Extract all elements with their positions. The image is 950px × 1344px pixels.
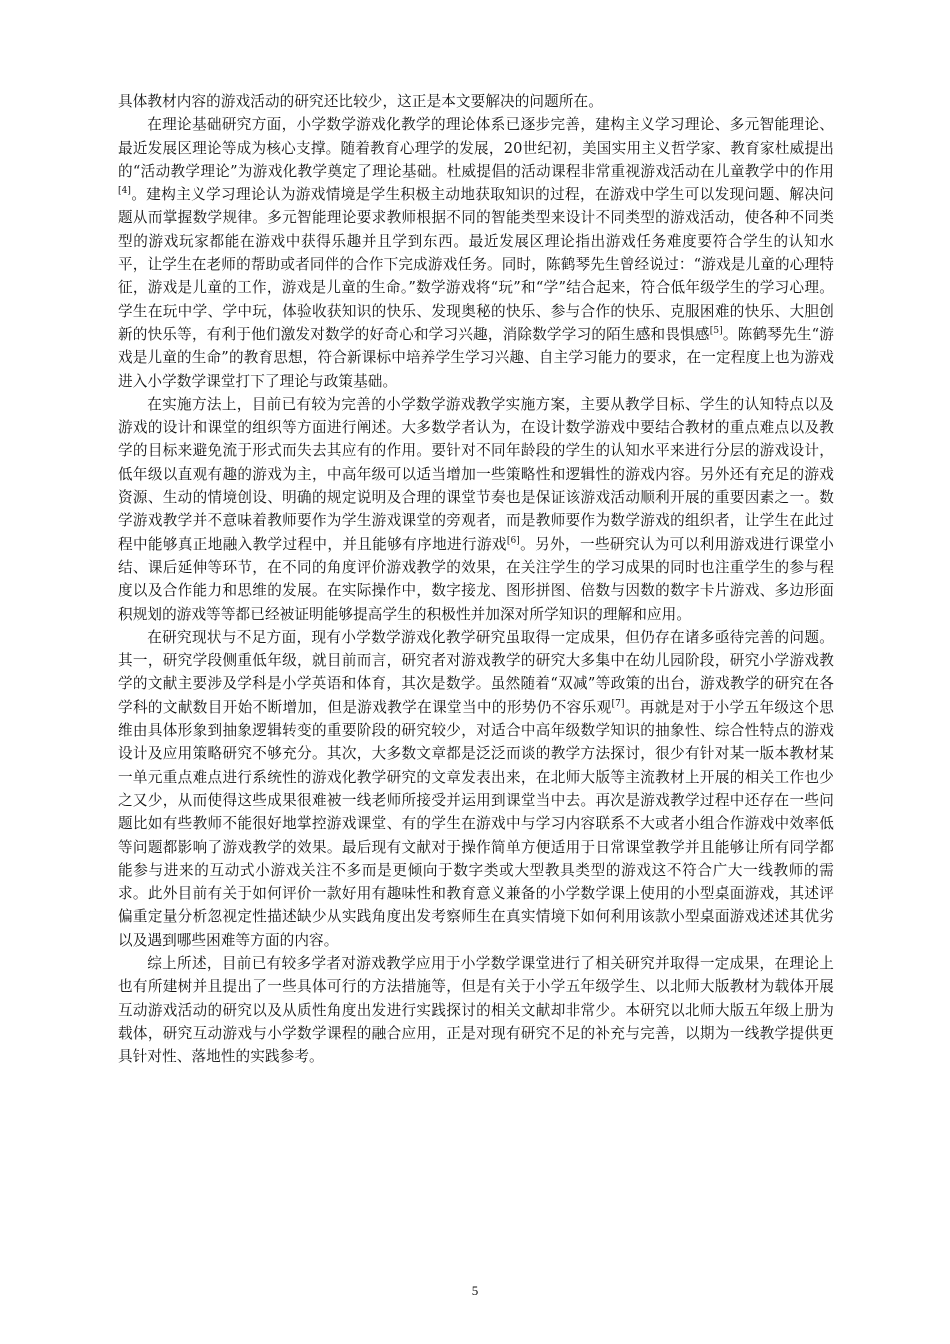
paragraph-text: 在实施方法上，目前已有较为完善的小学数学游戏教学实施方案，主要从教学目标、学生的认知特点以及游戏的设计和课堂的组织等方面进行阐述。大多数学者认为，在设计数学游戏中要结合教材的重点难点以及教学的目标来避免流于形式而失去其应有的作用。要针对不同年龄段的学生的认知水平来进行分层的游戏设计，低年级以直观有趣的游戏为主，中高年级可以适当增加一些策略性和逻辑性的游戏内容。另外还有充足的游戏资源、生动的情境创设、明确的规定说明及合理的课堂节奏也是保证该游戏活动顺利开展的重要因素之一。数学游戏教学并不意味着教师要作为学生游戏课堂的旁观者，而是教师要作为数学游戏的组织者，让学生在此过程中能够真正地融入教学过程中，并且能够有序地进行游戏 (118, 395, 834, 553)
document-body (118, 90, 834, 1068)
citation-marker: [7] (611, 698, 625, 709)
citation-marker: [6] (506, 535, 520, 546)
paragraph-text: 综上所述，目前已有较多学者对游戏教学应用于小学数学课堂进行了相关研究并取得一定成果，在理论上也有所建树并且提出了一些具体可行的方法措施等，但是有关于小学五年级学生、以北师大版教材为载体开展互动游戏活动的研究以及从质性角度出发进行实践探讨的相关文献却非常少。本研究以北师大版五年级上册为载体，研究互动游戏与小学数学课程的融合应用，正是对现有研究不足的补充与完善，以期为一线教学提供更具针对性、落地性的实践参考。 (118, 954, 834, 1066)
paragraph-text: 。建构主义学习理论认为游戏情境是学生积极主动地获取知识的过程，在游戏中学生可以发现问题、解决问题从而掌握数学规律。多元智能理论要求教师根据不同的智能类型来设计不同类型的游戏活动，使各种不同类型的游戏玩家都能在游戏中获得乐趣并且学到东西。最近发展区理论指出游戏任务难度要符合学生的认知水平，让学生在老师的帮助或者同伴的合作下完成游戏任务。同时，陈鹤琴先生曾经说过：“游戏是儿童的心理特征，游戏是儿童的工作，游戏是儿童的生命。”数学游戏将“玩”和“学”结合起来，符合低年级学生的学习心理。学生在玩中学、学中玩，体验收获知识的快乐、发现奥秘的快乐、参与合作的快乐、克服困难的快乐、大胆创新的快乐等，有利于他们激发对数学的好奇心和学习兴趣，消除数学学习的陌生感和畏惧感 (118, 186, 834, 343)
citation-marker: [4] (118, 186, 132, 197)
paragraph (118, 626, 834, 952)
page-number: 5 (471, 1283, 479, 1298)
paragraph-text: 。另外，一些研究认为可以利用游戏进行课堂小结、课后延伸等环节，在不同的角度评价游戏教学的效果，在关注学生的学习成果的同时也注重学生的参与程度以及合作能力和思维的发展。在实际操作中，数字接龙、图形拼图、倍数与因数的数字卡片游戏、多边形面积规划的游戏等等都已经被证明能够提高学生的积极性并加深对所学知识的理解和应用。 (118, 535, 834, 623)
paragraph-text: 具体教材内容的游戏活动的研究还比较少，这正是本文要解决的问题所在。 (118, 93, 603, 110)
paragraph-text: 。再就是对于小学五年级这个思维由具体形象到抽象逻辑转变的重要阶段的研究较少，对适合中高年级数学知识的抽象性、综合性特点的游戏设计及应用策略研究不够充分。其次，大多数文章都是泛泛而谈的教学方法探讨，很少有针对某一版本教材某一单元重点难点进行系统性的游戏化教学研究的文章发表出来，在北师大版等主流教材上开展的相关工作也少之又少，从而使得这些成果很难被一线老师所接受并运用到课堂当中去。再次是游戏教学过程中还存在一些问题比如有些教师不能很好地掌控游戏课堂、有的学生在游戏中与学习内容联系不大或者小组合作游戏中效率低等问题都影响了游戏教学的效果。最后现有文献对于操作简单方便适用于日常课堂教学并且能够让所有同学都能参与进来的互动式小游戏关注不多而是更倾向于数字类或大型教具类型的游戏这不符合广大一线教师的需求。此外目前有关于如何评价一款好用有趣味性和教育意义兼备的小学数学课上使用的小型桌面游戏，其述评偏重定量分析忽视定性描述缺少从实践角度出发考察师生在真实情境下如何利用该款小型桌面游戏述述其优劣以及遇到哪些困难等方面的内容。 (118, 698, 834, 949)
paragraph-text: 。陈鹤琴先生“游戏是儿童的生命”的教育思想，符合新课标中培养学生学习兴趣、自主学习能力的要求，在一定程度上也为游戏进入小学数学课堂打下了理论与政策基础。 (118, 325, 834, 390)
paragraph-text: 在理论基础研究方面，小学数学游戏化教学的理论体系已逐步完善，建构主义学习理论、多元智能理论、最近发展区理论等成为核心支撑。随着教育心理学的发展，20世纪初，美国实用主义哲学家、教育家杜威提出的“活动教学理论”为游戏化教学奠定了理论基础。杜威提倡的活动课程非常重视游戏活动在儿童教学中的作用 (118, 116, 834, 180)
paragraph (118, 952, 834, 1068)
paragraph (118, 113, 834, 393)
paragraph-text: 在研究现状与不足方面，现有小学数学游戏化教学研究虽取得一定成果，但仍存在诸多亟待完善的问题。其一，研究学段侧重低年级，就目前而言，研究者对游戏教学的研究大多集中在幼儿园阶段，研究小学游戏教学的文献主要涉及学科是小学英语和体育，其次是数学。虽然随着“双减”等政策的出台，游戏教学的研究在各学科的文献数目开始不断增加，但是游戏教学在课堂当中的形势仍不容乐观 (118, 628, 834, 716)
citation-marker: [5] (709, 326, 723, 337)
paragraph-container (118, 90, 834, 1068)
paragraph (118, 393, 834, 626)
paragraph (118, 90, 834, 113)
